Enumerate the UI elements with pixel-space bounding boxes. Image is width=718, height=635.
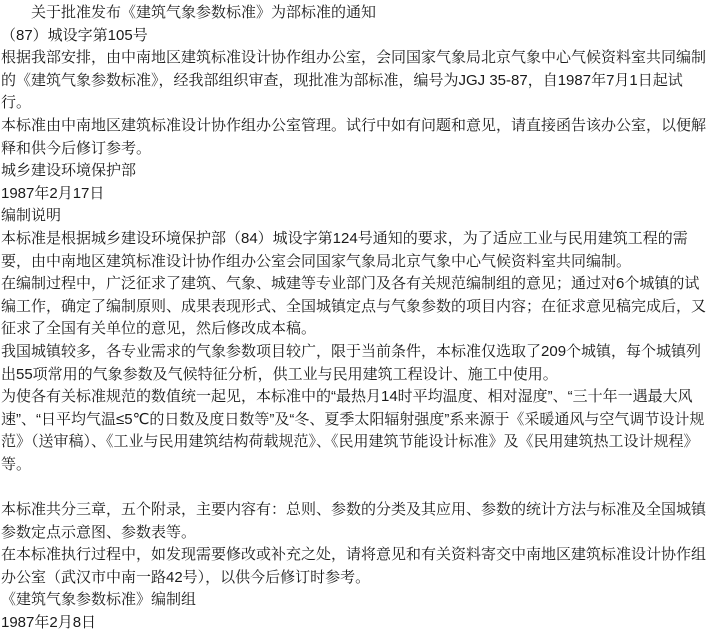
paragraph: 1987年2月17日 <box>1 184 105 202</box>
paragraph: 根据我部安排，由中南地区建筑标准设计协作组办公室，会同国家气象局北京气象中心气候资料室共同编制的《建筑气象参数标准》，经我部组织审查，现批准为部标准，编号为JGJ 35-87，自1987年7月1日起试行。 <box>1 49 707 112</box>
document-title: 关于批准发布《建筑气象参数标准》为部标准的通知 <box>31 4 377 21</box>
paragraph: 在编制过程中，广泛征求了建筑、气象、城建等专业部门及各有关规范编制组的意见；通过对6个城镇的试编工作，确定了编制原则、成果表现形式、全国城镇定点与气象参数的项目内容；在征求意见稿完成后，又征求了全国有关单位的意见，然后修改成本稿。 <box>1 275 707 338</box>
paragraph: 在本标准执行过程中，如发现需要修改或补充之处，请将意见和有关资料寄交中南地区建筑标准设计协作组办公室（武汉市中南一路42号），以供今后修订时参考。 <box>1 546 707 586</box>
paragraph: 城乡建设环境保护部 <box>1 162 137 180</box>
paragraph: 本标准是根据城乡建设环境保护部（84）城设字第124号通知的要求，为了适应工业与民用建筑工程的需要，由中南地区建筑标准设计协作组办公室会同国家气象局北京气象中心气候资料室共同编制。 <box>1 229 688 270</box>
paragraph: 我国城镇较多，各专业需求的气象参数项目较广，限于当前条件，本标准仅选取了209个城镇，每个城镇列出55项常用的气象参数及气候特征分析，供工业与民用建筑工程设计、施工中使用。 <box>1 342 702 383</box>
paragraph: 1987年2月8日 <box>1 614 97 632</box>
paragraph: 编制说明 <box>1 207 62 225</box>
paragraph: 《建筑气象参数标准》编制组 <box>1 591 197 609</box>
paragraph: （87）城设字第105号 <box>1 26 148 44</box>
blank-line <box>1 476 712 499</box>
paragraph: 为使各有关标准规范的数值统一起见，本标准中的“最热月14时平均温度、相对湿度”、“三十年一遇最大风速”、“日平均气温≤5℃的日数及度日数等”及“冬、夏季太阳辐射强度”系来源于《采暖通风与空气调节设计规范》（送审稿）、《工业与民用建筑结构荷载规范》、《民用建筑节能设计标准》及《民用建筑热工设计规程》等。 <box>1 388 705 473</box>
paragraph: 本标准共分三章，五个附录，主要内容有：总则、参数的分类及其应用、参数的统计方法与标准及全国城镇参数定点示意图、参数表等。 <box>1 501 707 541</box>
paragraph: 本标准由中南地区建筑标准设计协作组办公室管理。试行中如有问题和意见，请直接函告该办公室，以便解释和供今后修订参考。 <box>1 116 707 157</box>
